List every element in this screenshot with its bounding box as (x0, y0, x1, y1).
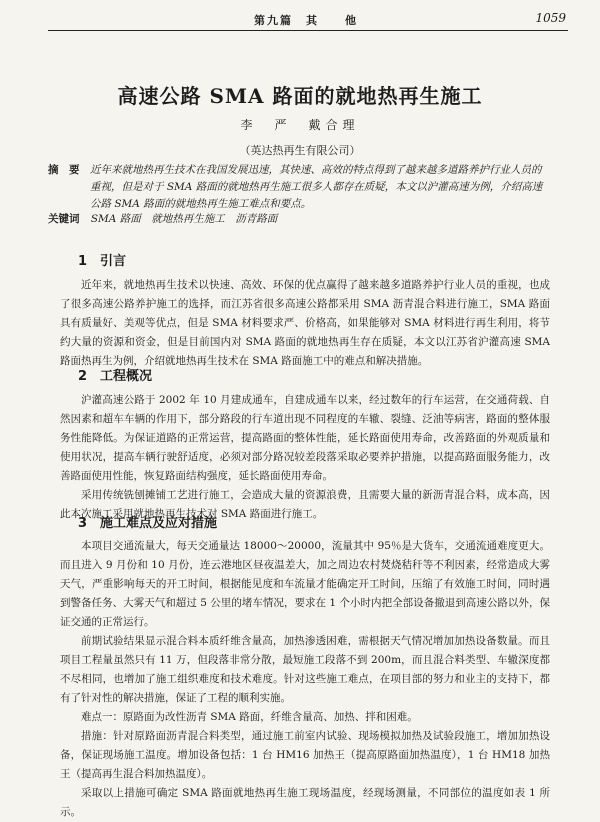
keywords-text: SMA 路面 就地热再生施工 沥青路面 (90, 213, 278, 225)
paragraph: 措施：针对原路面沥青混合料类型，通过施工前室内试验、现场模拟加热及试验段施工，增加加热设备，保证现场施工温度。增加设备包括：1 台 HM16 加热王（提高原路面加热温度），1 台 HM18 加热王（提高再生混合料加热温度）。 (60, 730, 550, 780)
paragraph: 前期试验结果显示混合料本质纤维含量高，加热渗透困难，需根据天气情况增加加热设备数量。而且项目工程量虽然只有 11 万，但段落非常分散，最短施工段落不到 200m，而且混合料类型、车辙深度都不尽相同，也增加了施工组织难度和技术难度。针对这些施工难点，在项目部的努力和业主的支持下，都有了针对性的解决措施，保证了工程的顺利实施。 (60, 635, 550, 704)
section-number: 3 (78, 516, 88, 531)
section-1-body (60, 276, 550, 371)
keywords (48, 211, 550, 226)
authors: 李 严 戴合理 (240, 118, 360, 132)
section-title: 工程概况 (100, 369, 153, 384)
paragraph: 采取以上措施可确定 SMA 路面就地热再生施工现场温度，经现场测量，不同部位的温度如表 1 所示。 (60, 787, 550, 818)
paragraph: 近年来，就地热再生技术以快速、高效、环保的优点赢得了越来越多道路养护行业人员的重视，也成了很多高速公路养护施工的选择，而江苏省很多高速公路都采用 SMA 沥青混合料进行施工，SMA 路面具有质量好、美观等优点，但是 SMA 材料要求严、价格高，如果能够对 SMA 材料进行再生利用，将节约大量的资源和资金，但是目前国内对 SMA 路面的就地热再生存在质疑，本文以江苏省沪灌高速 SMA 路面热再生为例，介绍就地热再生技术在 SMA 路面施工中的难点和解决措施。 (60, 279, 550, 367)
section-heading-1 (78, 250, 126, 269)
section-heading-2 (78, 365, 152, 384)
section-title: 施工难点及应对措施 (100, 516, 218, 531)
organization: （英达热再生有限公司） (239, 144, 361, 157)
section-3-body (60, 537, 550, 822)
abstract-label: 摘 要 (48, 164, 80, 176)
paragraph: 本项目交通流量大，每天交通量达 18000～20000，流量其中 95％是大货车，交通流通难度更大。而且进入 9 月份和 10 月份，连云港地区昼夜温差大，加之周边农村焚烧秸秆等不利因素，经常造成大雾天气，严重影响每天的开工时间，根据能见度和车流量才能确定开工时间，压缩了有效施工时间，同时遇到警备任务、大雾天气和超过 5 公里的堵车情况，要求在 1 个小时内把全部设备撤退到高速公路以外，保证交通的正常运行。 (60, 540, 550, 628)
article-title: 高速公路 SMA 路面的就地热再生施工 (117, 84, 483, 108)
running-header (48, 10, 568, 31)
section-title: 引言 (100, 254, 127, 269)
abstract-text: 近年来就地热再生技术在我国发展迅速，其快速、高效的特点得到了越来越多道路养护行业人员的重视，但是对于 SMA 路面的就地热再生施工很多人都存在质疑，本文以沪灌高速为例，介绍高速公路 SMA 路面的就地热再生施工难点和要点。 (90, 164, 543, 210)
section-number: 2 (78, 369, 88, 384)
section-number: 1 (78, 254, 88, 269)
paragraph: 难点一：原路面为改性沥青 SMA 路面，纤维含量高、加热、拌和困难。 (81, 711, 418, 723)
abstract (48, 162, 550, 213)
chapter-label: 第九篇 其 他 (254, 14, 358, 27)
section-heading-3 (78, 512, 217, 531)
page-number: 1059 (535, 11, 566, 25)
keywords-label: 关键词 (48, 213, 80, 225)
section-2-body (60, 391, 550, 524)
paragraph: 采用传统铣刨摊铺工艺进行施工，会造成大量的资源浪费，且需要大量的新沥青混合料，成本高，因此本次施工采用就地热再生技术对 SMA 路面进行施工。 (60, 489, 550, 520)
paragraph: 沪灌高速公路于 2002 年 10 月建成通车，自建成通车以来，经过数年的行车运营，在交通荷载、自然因素和超车车辆的作用下，部分路段的行车道出现不同程度的车辙、裂缝、泛油等病害，路面的整体服务性能降低。为保证道路的正常运营，提高路面的整体性能，延长路面使用寿命，改善路面的外观质量和使用状况，提高车辆行驶舒适度，必须对部分路况较差段落采取必要养护措施，以提高路面服务能力，改善路面使用性能，恢复路面结构强度，延长路面使用寿命。 (60, 394, 550, 482)
